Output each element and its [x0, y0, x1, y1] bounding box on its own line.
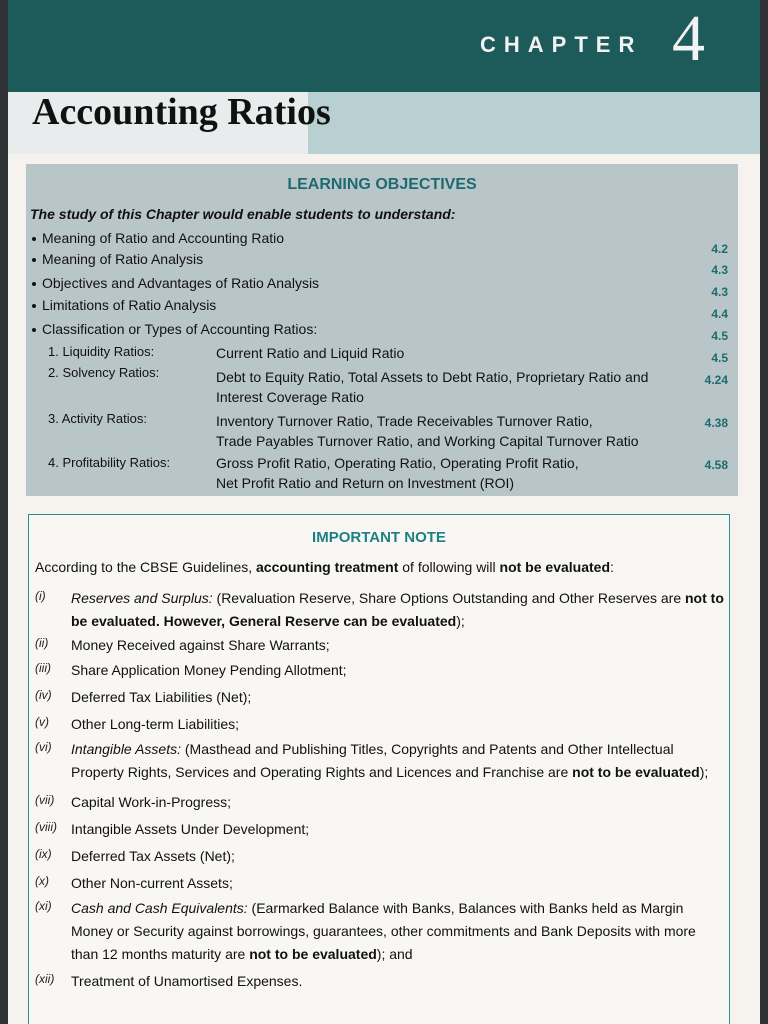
objective-page-number: 4.4 — [711, 307, 728, 321]
title-band-accent — [308, 92, 760, 154]
objective-page-number: 4.38 — [704, 416, 728, 430]
item-numeral: (vi) — [35, 740, 52, 754]
important-note-box — [28, 514, 730, 1024]
item-numeral: (iv) — [35, 688, 52, 702]
chapter-header-band — [8, 0, 760, 92]
objective-page-number: 4.24 — [704, 373, 728, 387]
item-text: Intangible Assets: (Masthead and Publishing Titles, Copyrights and Patents and Other Intellectual Property Rights, Services and Operating Rights and Licences and Franchise are not to be evaluated); — [71, 741, 709, 780]
item-text: Money Received against Share Warrants; — [71, 637, 330, 653]
objective-page-number: 4.3 — [711, 285, 728, 299]
item-numeral: (iii) — [35, 661, 51, 675]
item-numeral: (vii) — [35, 793, 55, 807]
bullet-icon — [32, 282, 36, 286]
ratio-category-text: Gross Profit Ratio, Operating Ratio, Operating Profit Ratio, — [216, 455, 579, 471]
ratio-category-text: Interest Coverage Ratio — [216, 389, 364, 405]
ratio-category-text: Inventory Turnover Ratio, Trade Receivables Turnover Ratio, — [216, 413, 593, 429]
item-text: Capital Work-in-Progress; — [71, 794, 232, 810]
objective-page-number: 4.2 — [711, 242, 728, 256]
bullet-icon — [32, 258, 36, 262]
ratio-category-text: Trade Payables Turnover Ratio, and Working Capital Turnover Ratio — [216, 433, 639, 449]
learning-objectives-heading: LEARNING OBJECTIVES — [287, 176, 477, 193]
objective-item: Meaning of Ratio and Accounting Ratio — [32, 230, 284, 246]
chapter-title: Accounting Ratios — [32, 91, 331, 133]
ratio-category-label: 3. Activity Ratios: — [48, 411, 147, 426]
item-numeral: (xi) — [35, 899, 52, 913]
ratio-category-label: 1. Liquidity Ratios: — [48, 344, 155, 359]
objective-item: Objectives and Advantages of Ratio Analysis — [32, 275, 319, 291]
item-text: Deferred Tax Assets (Net); — [71, 848, 235, 864]
objective-page-number: 4.58 — [704, 458, 728, 472]
bullet-icon — [32, 328, 36, 332]
item-numeral: (viii) — [35, 820, 57, 834]
textbook-page — [8, 0, 760, 1024]
learning-objectives-intro: The study of this Chapter would enable students to understand: — [30, 206, 456, 222]
ratio-category-text: Net Profit Ratio and Return on Investment (ROI) — [216, 475, 515, 491]
objective-page-number: 4.5 — [711, 329, 728, 343]
chapter-number: 4 — [672, 2, 705, 75]
chapter-label: CHAPTER — [480, 32, 643, 57]
item-text: Other Non-current Assets; — [71, 875, 233, 891]
objective-page-number: 4.3 — [711, 263, 728, 277]
item-text: Other Long-term Liabilities; — [71, 716, 240, 732]
item-text: Intangible Assets Under Development; — [71, 821, 310, 837]
item-text: Deferred Tax Liabilities (Net); — [71, 689, 252, 705]
objective-item: Classification or Types of Accounting Ratios: — [32, 321, 317, 337]
item-numeral: (ix) — [35, 847, 52, 861]
item-text: Share Application Money Pending Allotment; — [71, 662, 347, 678]
bullet-icon — [32, 237, 36, 241]
important-note-intro: According to the CBSE Guidelines, accounting treatment of following will not be evaluated: — [35, 559, 614, 575]
ratio-category-text: Current Ratio and Liquid Ratio — [216, 345, 405, 361]
item-text: Treatment of Unamortised Expenses. — [71, 973, 303, 989]
item-text: Cash and Cash Equivalents: (Earmarked Balance with Banks, Balances with Banks held as Margin Money or Security against borrowings, guarantees, other commitments and Bank Deposits with more than 12 months maturity are not to be evaluated); and — [71, 900, 696, 962]
item-numeral: (v) — [35, 715, 49, 729]
objective-item: Limitations of Ratio Analysis — [32, 297, 216, 313]
bullet-icon — [32, 304, 36, 308]
ratio-category-label: 4. Profitability Ratios: — [48, 455, 171, 470]
ratio-category-label: 2. Solvency Ratios: — [48, 365, 160, 380]
objective-page-number: 4.5 — [711, 351, 728, 365]
ratio-category-text: Debt to Equity Ratio, Total Assets to Debt Ratio, Proprietary Ratio and — [216, 369, 649, 385]
item-numeral: (ii) — [35, 636, 49, 650]
objective-item: Meaning of Ratio Analysis — [32, 251, 203, 267]
item-text: Reserves and Surplus: (Revaluation Reserve, Share Options Outstanding and Other Reserves are not to be evaluated. However, General Reserve can be evaluated); — [71, 590, 724, 629]
item-numeral: (i) — [35, 589, 46, 603]
item-numeral: (xii) — [35, 972, 55, 986]
learning-objectives-box — [26, 164, 738, 496]
item-numeral: (x) — [35, 874, 49, 888]
important-note-heading: IMPORTANT NOTE — [312, 529, 446, 546]
